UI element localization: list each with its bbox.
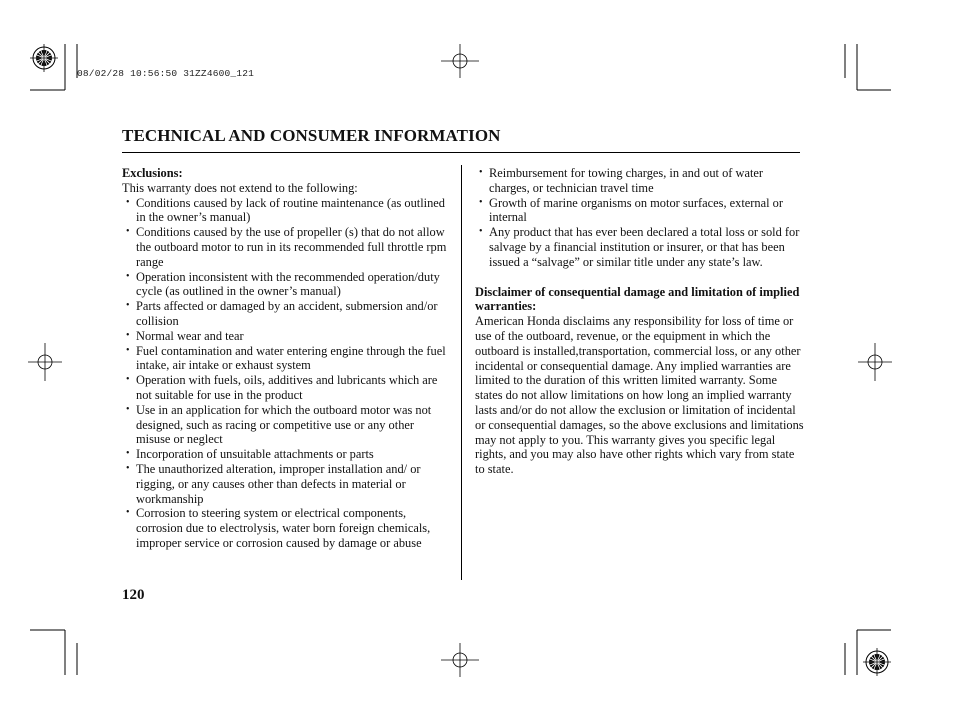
list-item: • Use in an application for which the outboard motor was not designed, such as racing or competitive use or any other misuse or neglect (122, 403, 450, 447)
list-item: • Fuel contamination and water entering engine through the fuel intake, air intake or exhaust system (122, 344, 450, 374)
starburst-target-bottom-right-icon (863, 648, 891, 676)
list-item: • Conditions caused by the use of propeller (s) that do not allow the outboard motor to run in its recommended full throttle rpm range (122, 225, 450, 269)
column-divider (461, 165, 462, 580)
list-item: • Normal wear and tear (122, 329, 450, 344)
disclaimer-body: American Honda disclaims any responsibility for loss of time or use of the outboard, revenue, or the equipment in which the outboard is installed,transportation, commercial loss, or any other incidental or consequential damage. Any implied warranties are limited to the duration of this written limited warranty. Some states do not allow limitations on how long an implied warranty lasts and/or do not allow the exclusion or limitation of incidental or consequential damages, so the above exclusions and limitations may not apply to you. This warranty gives you specific legal rights, and you may also have other rights which vary from state to state. (475, 314, 804, 477)
crosshair-right-icon (858, 343, 892, 381)
list-item: • Reimbursement for towing charges, in and out of water charges, or technician travel time (475, 166, 805, 196)
list-item: • Incorporation of unsuitable attachments or parts (122, 447, 450, 462)
starburst-target-top-left-icon (30, 44, 58, 72)
list-item: • Operation inconsistent with the recommended operation/duty cycle (as outlined in the owner’s manual) (122, 270, 450, 300)
page-number: 120 (122, 587, 145, 603)
list-item: • Growth of marine organisms on motor surfaces, external or internal (475, 196, 805, 226)
list-item: • Parts affected or damaged by an accident, submersion and/or collision (122, 299, 450, 329)
crosshair-left-icon (28, 343, 62, 381)
print-stamp: 08/02/28 10:56:50 31ZZ4600_121 (77, 68, 255, 79)
list-item: • Operation with fuels, oils, additives and lubricants which are not suitable for use in the product (122, 373, 450, 403)
right-column (475, 166, 805, 477)
page-title: TECHNICAL AND CONSUMER INFORMATION (122, 126, 501, 145)
title-rule (122, 152, 800, 153)
exclusions-intro: This warranty does not extend to the following: (122, 180, 358, 195)
list-item: • Conditions caused by lack of routine maintenance (as outlined in the owner’s manual) (122, 196, 450, 226)
exclusions-list-right (475, 166, 805, 270)
disclaimer-heading: Disclaimer of consequential damage and limitation of implied warranties: (475, 284, 800, 314)
list-item: • Any product that has ever been declared a total loss or sold for salvage by a financial institution or insurer, or that has been issued a “salvage” or similar title under any state’s law. (475, 225, 805, 269)
list-item: • The unauthorized alteration, improper installation and/ or rigging, or any causes other than defects in material or workmanship (122, 462, 450, 506)
exclusions-heading: Exclusions: (122, 166, 183, 180)
crosshair-top-icon (441, 44, 479, 78)
spacer (475, 270, 805, 285)
exclusions-list-left (122, 196, 450, 551)
list-item: • Corrosion to steering system or electrical components, corrosion due to electrolysis, water born foreign chemicals, improper service or corrosion caused by damage or abuse (122, 506, 450, 550)
left-column (122, 166, 450, 551)
crosshair-bottom-icon (441, 643, 479, 677)
